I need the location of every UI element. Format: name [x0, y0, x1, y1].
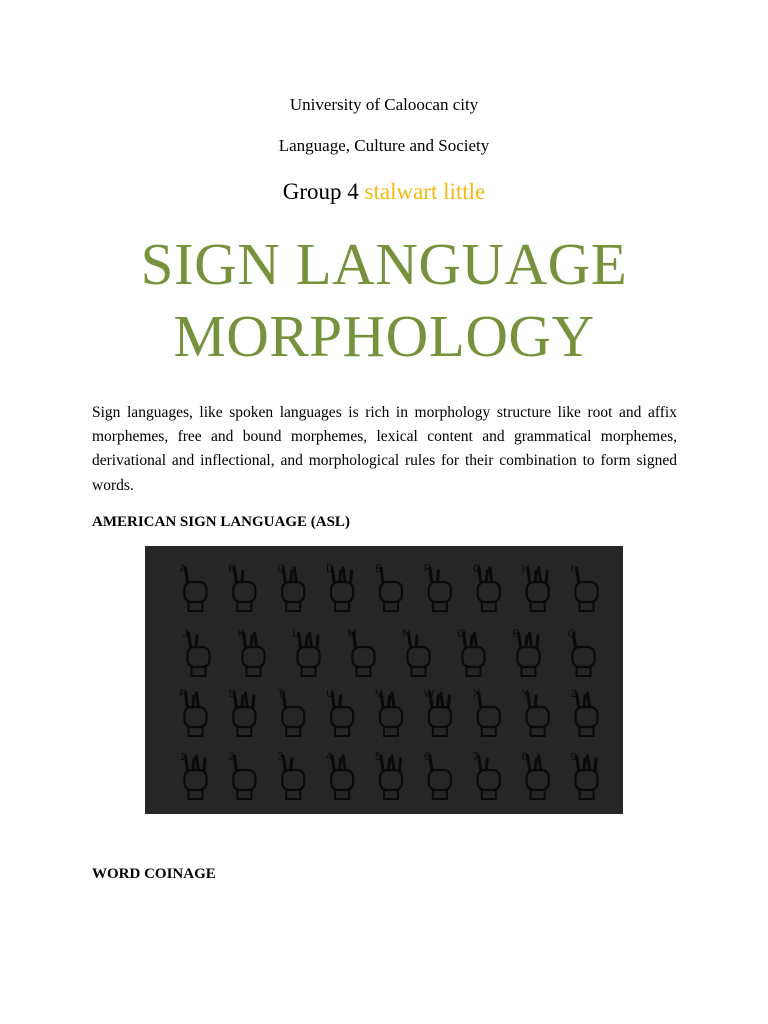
- hand-sign-J: [183, 628, 210, 676]
- hand-sign-M: [348, 628, 375, 676]
- hand-sign-label: Q: [567, 628, 577, 640]
- group-prefix: Group 4: [282, 179, 365, 204]
- asl-alphabet-figure: [145, 546, 623, 814]
- hand-sign-label: W: [423, 688, 435, 700]
- hand-sign-W: [424, 688, 451, 736]
- hand-sign-Q: [568, 628, 595, 676]
- hand-sign-S: [228, 688, 255, 736]
- intro-paragraph: Sign languages, like spoken languages is rich in morphology structure like root and affix morphemes, free and bound morphemes, lexical content and grammatical morphemes, derivational and inflectional, and morphological rules for their combination to form signed words.: [92, 404, 677, 494]
- hand-sign-1: [179, 751, 206, 799]
- hand-sign-R: [179, 688, 206, 736]
- hand-sign-L: [293, 628, 320, 676]
- hand-sign-X: [473, 688, 500, 736]
- hand-sign-F: [424, 563, 451, 611]
- hand-sign-label: S: [228, 688, 236, 700]
- hand-sign-label: U: [326, 688, 335, 700]
- hand-sign-V: [375, 688, 402, 736]
- asl-alphabet-chart: [145, 546, 623, 814]
- hand-sign-5: [375, 751, 402, 799]
- hand-sign-label: 3: [277, 751, 284, 763]
- hand-sign-label: C: [277, 563, 286, 575]
- hand-sign-8: [522, 751, 549, 799]
- document-title: [0, 228, 768, 372]
- hand-sign-6: [424, 751, 451, 799]
- group-line: [0, 177, 768, 207]
- group-name: stalwart little: [364, 179, 486, 204]
- hand-sign-4: [326, 751, 353, 799]
- hand-sign-9: [571, 751, 598, 799]
- hand-sign-7: [473, 751, 500, 799]
- hand-sign-3: [277, 751, 304, 799]
- hand-sign-label: 4: [326, 751, 333, 763]
- hand-sign-K: [238, 628, 265, 676]
- hand-sign-label: 2: [228, 751, 235, 763]
- hand-sign-P: [513, 628, 540, 676]
- hand-sign-label: A: [179, 563, 187, 575]
- hand-sign-label: R: [179, 688, 188, 700]
- hand-sign-label: J: [182, 628, 188, 640]
- asl-heading: AMERICAN SIGN LANGUAGE (ASL): [92, 514, 350, 530]
- hand-sign-G: [473, 563, 500, 611]
- hand-sign-C: [277, 563, 304, 611]
- hand-sign-label: 8: [521, 751, 528, 763]
- hand-sign-label: D: [326, 563, 335, 575]
- hand-sign-label: Z: [570, 688, 578, 700]
- hand-sign-Z: [571, 688, 598, 736]
- hand-sign-label: O: [457, 628, 467, 640]
- title-line-1: SIGN LANGUAGE: [140, 231, 628, 297]
- hand-sign-label: E: [375, 563, 383, 575]
- hand-sign-H: [522, 563, 549, 611]
- hand-sign-U: [326, 688, 353, 736]
- hand-sign-label: 6: [423, 751, 431, 763]
- hand-sign-label: I: [570, 563, 574, 575]
- hand-sign-label: L: [292, 628, 299, 640]
- hand-sign-label: V: [375, 688, 383, 700]
- hand-sign-label: P: [512, 628, 520, 640]
- hand-sign-A: [179, 563, 206, 611]
- hand-sign-label: 9: [570, 751, 577, 763]
- word-coinage-heading: WORD COINAGE: [92, 866, 216, 882]
- hand-sign-label: T: [277, 688, 284, 700]
- hand-sign-D: [326, 563, 353, 611]
- hand-sign-label: M: [347, 628, 357, 640]
- hand-sign-B: [228, 563, 255, 611]
- hand-sign-label: 1: [179, 751, 186, 763]
- course-name: Language, Culture and Society: [278, 136, 490, 155]
- hand-sign-label: Y: [521, 688, 530, 700]
- hand-sign-label: B: [228, 563, 236, 575]
- hand-sign-label: 5: [375, 751, 382, 763]
- hand-sign-label: X: [472, 688, 481, 700]
- hand-sign-label: H: [521, 563, 530, 575]
- hand-sign-label: K: [237, 628, 245, 640]
- hand-sign-2: [228, 751, 255, 799]
- hand-sign-label: 7: [472, 751, 479, 763]
- hand-sign-Y: [522, 688, 549, 736]
- hand-sign-label: G: [472, 563, 482, 575]
- hand-sign-E: [375, 563, 402, 611]
- hand-sign-I: [571, 563, 598, 611]
- title-line-2: MORPHOLOGY: [173, 303, 595, 369]
- hand-sign-T: [277, 688, 304, 736]
- hand-sign-label: F: [423, 563, 431, 575]
- university-name: University of Caloocan city: [289, 95, 479, 114]
- hand-sign-N: [403, 628, 430, 676]
- hand-sign-O: [458, 628, 485, 676]
- hand-sign-label: N: [402, 628, 411, 640]
